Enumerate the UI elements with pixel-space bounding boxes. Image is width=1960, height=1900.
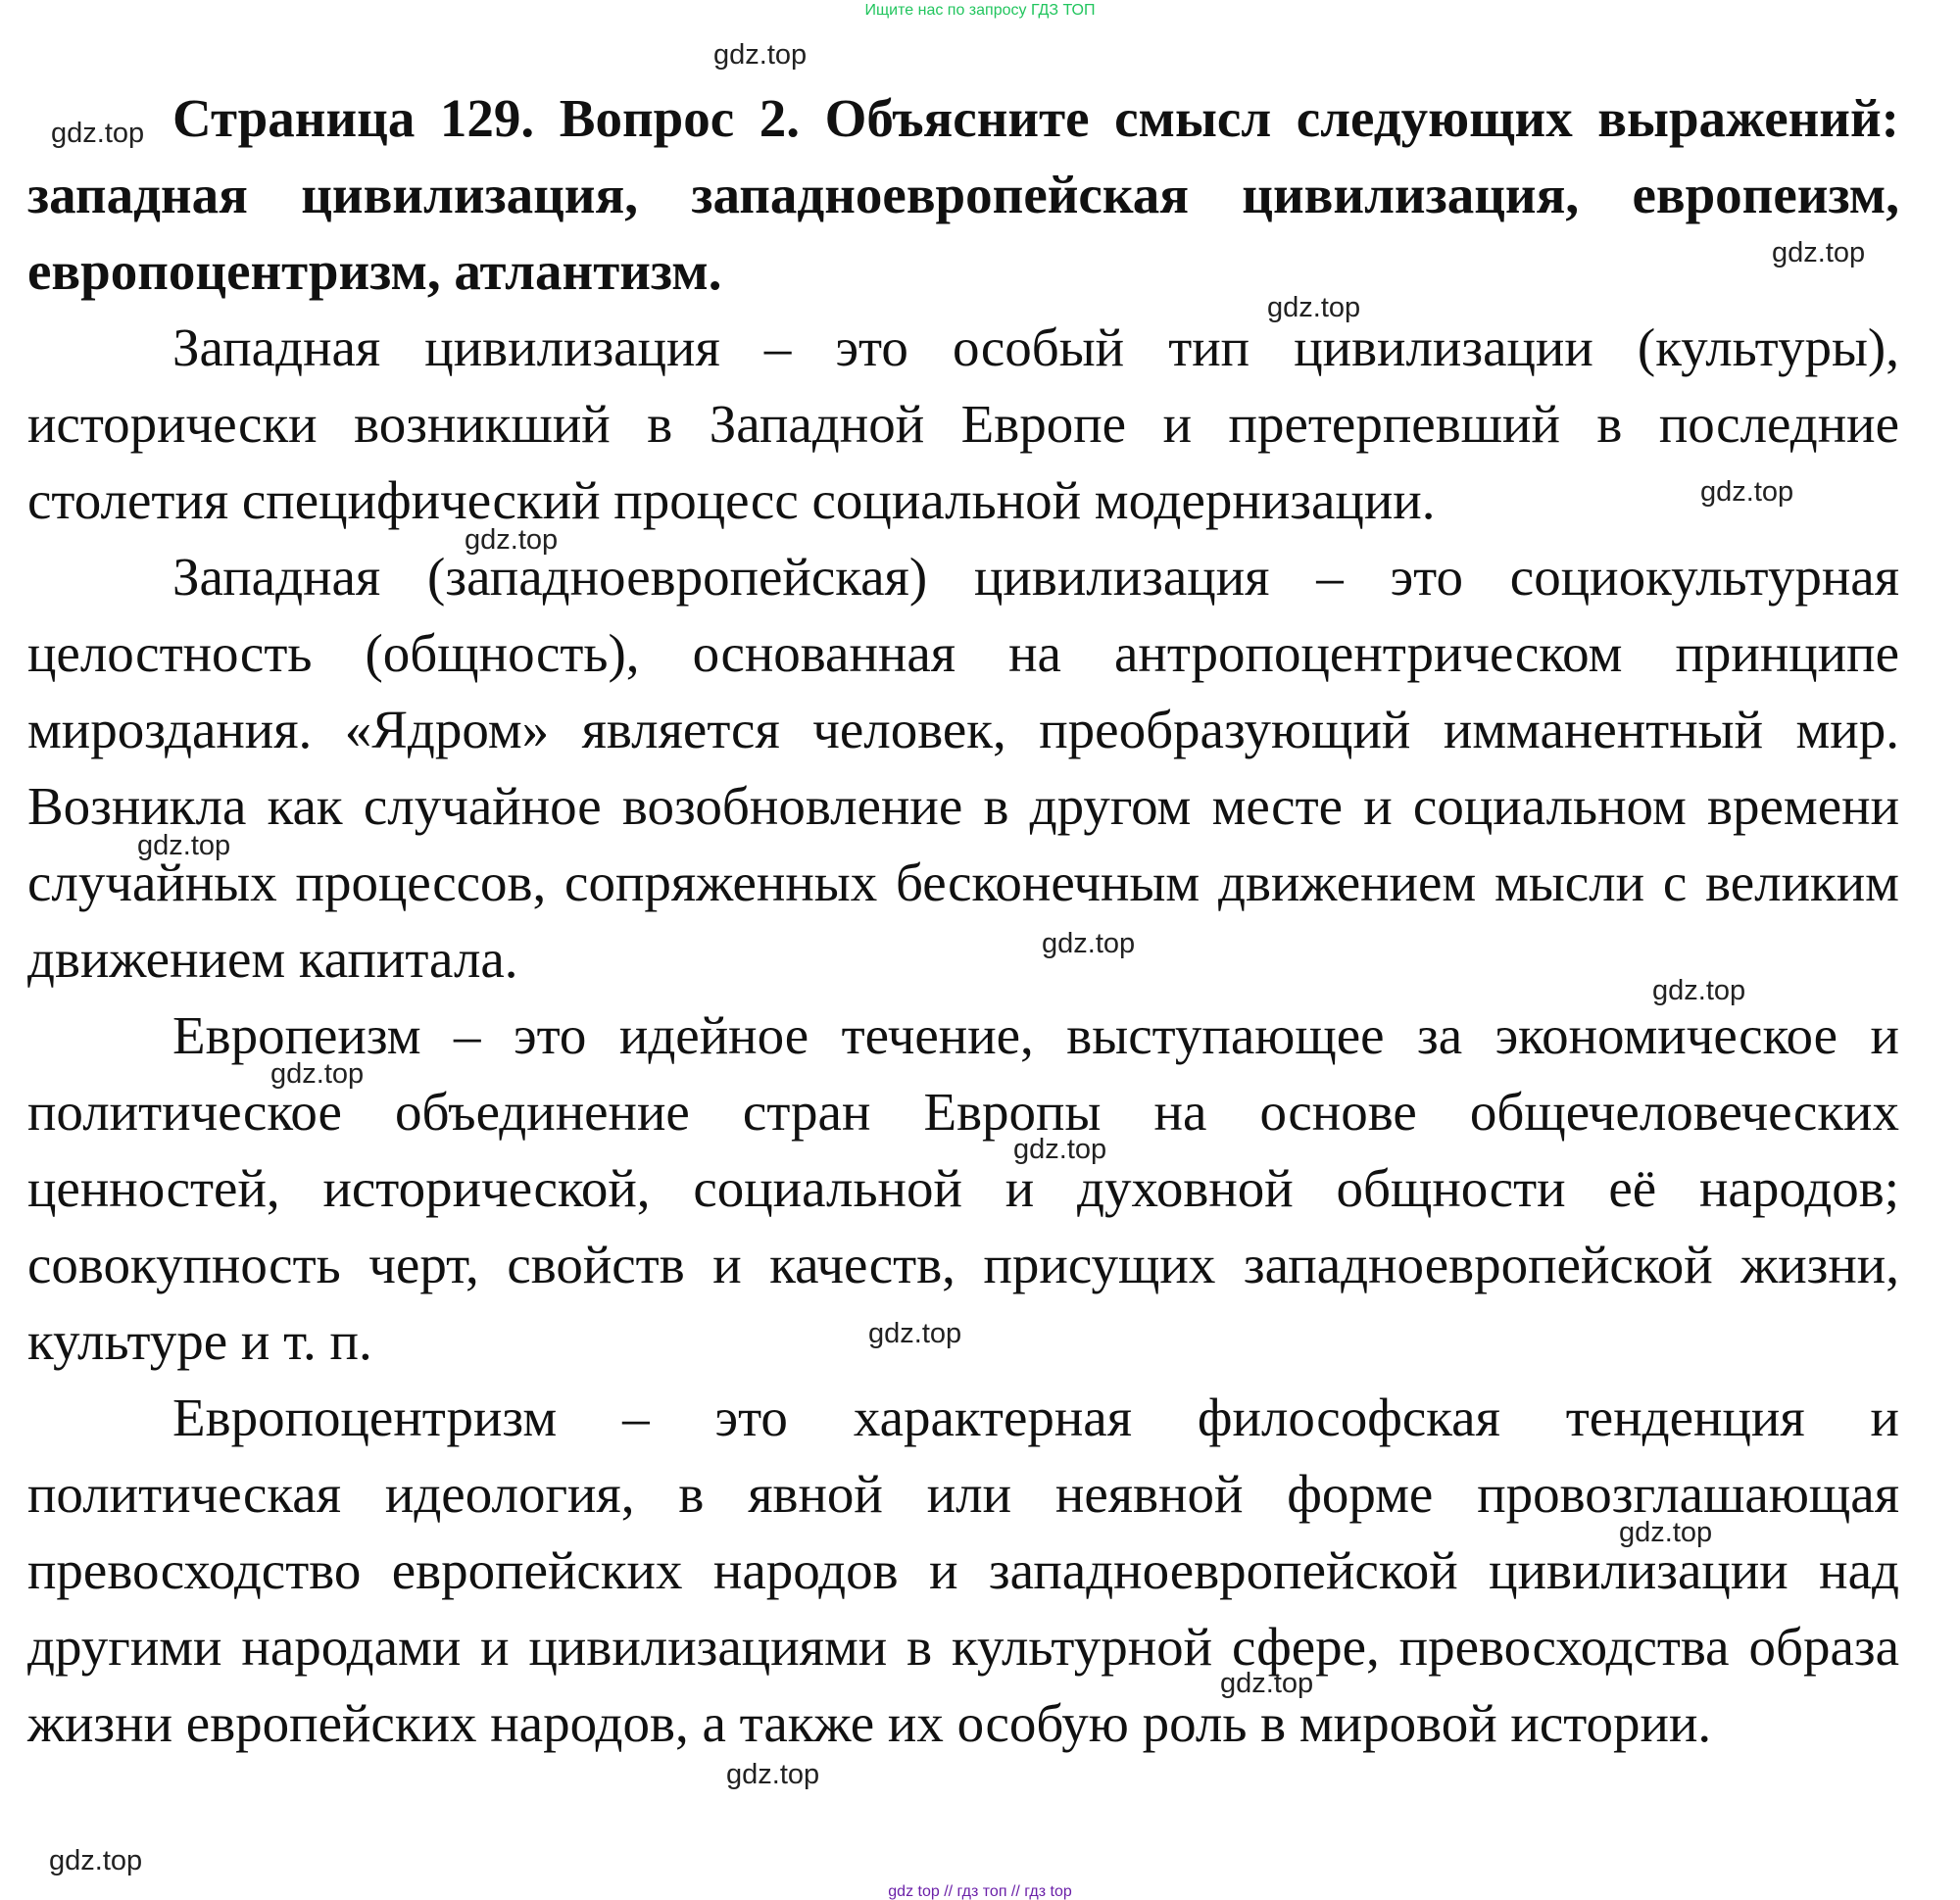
- watermark: gdz.top: [137, 830, 231, 861]
- watermark: gdz.top: [51, 118, 145, 149]
- question-heading: Страница 129. Вопрос 2. Объясните смысл следующих выражений: западная цивилизация, западноевропейская цивилизация, европеизм, европоцентризм, атлантизм.: [27, 88, 1899, 301]
- watermark: gdz.top: [713, 39, 808, 71]
- answer-paragraph-4: Европоцентризм – это характерная философская тенденция и политическая идеология, в явной или неявной форме провозглашающая превосходство европейских народов и западноевропейской цивилизации над другими народами и цивилизациями в культурной сфере, превосходства образа жизни европейских народов, а также их особую роль в мировой истории.: [27, 1388, 1899, 1753]
- watermark: gdz.top: [270, 1058, 365, 1090]
- watermark: gdz.top: [1267, 292, 1361, 323]
- document-content: [27, 80, 1899, 1762]
- watermark: gdz.top: [1772, 237, 1866, 268]
- watermark: gdz.top: [726, 1759, 820, 1790]
- watermark: gdz.top: [49, 1845, 143, 1876]
- watermark: gdz.top: [1013, 1134, 1107, 1165]
- watermark: gdz.top: [868, 1318, 962, 1349]
- watermark: gdz.top: [1619, 1517, 1713, 1548]
- watermark: gdz.top: [465, 524, 559, 556]
- watermark: gdz.top: [1220, 1668, 1314, 1699]
- search-banner: Ищите нас по запросу ГДЗ ТОП: [864, 2, 1096, 19]
- watermark: gdz.top: [1652, 975, 1746, 1006]
- watermark: gdz.top: [1042, 928, 1136, 959]
- answer-paragraph-3: Европеизм – это идейное течение, выступающее за экономическое и политическое объединение стран Европы на основе общечеловеческих ценностей, исторической, социальной и духовной общности её народов; совокупность черт, свойств и качеств, присущих западноевропейской жизни, культуре и т. п.: [27, 1005, 1899, 1371]
- watermark: gdz.top: [1700, 476, 1794, 508]
- answer-paragraph-2: Западная (западноевропейская) цивилизация – это социокультурная целостность (общность), основанная на антропоцентрическом принципе мироздания. «Ядром» является человек, преобразующий имманентный мир. Возникла как случайное возобновление в другом месте и социальном времени случайных процессов, сопряженных бесконечным движением мысли с великим движением капитала.: [27, 547, 1899, 989]
- answer-paragraph-1: Западная цивилизация – это особый тип цивилизации (культуры), исторически возникший в Западной Европе и претерпевший в последние столетия специфический процесс социальной модернизации.: [27, 317, 1899, 530]
- footer-links: gdz top // гдз топ // гдз top: [888, 1883, 1072, 1900]
